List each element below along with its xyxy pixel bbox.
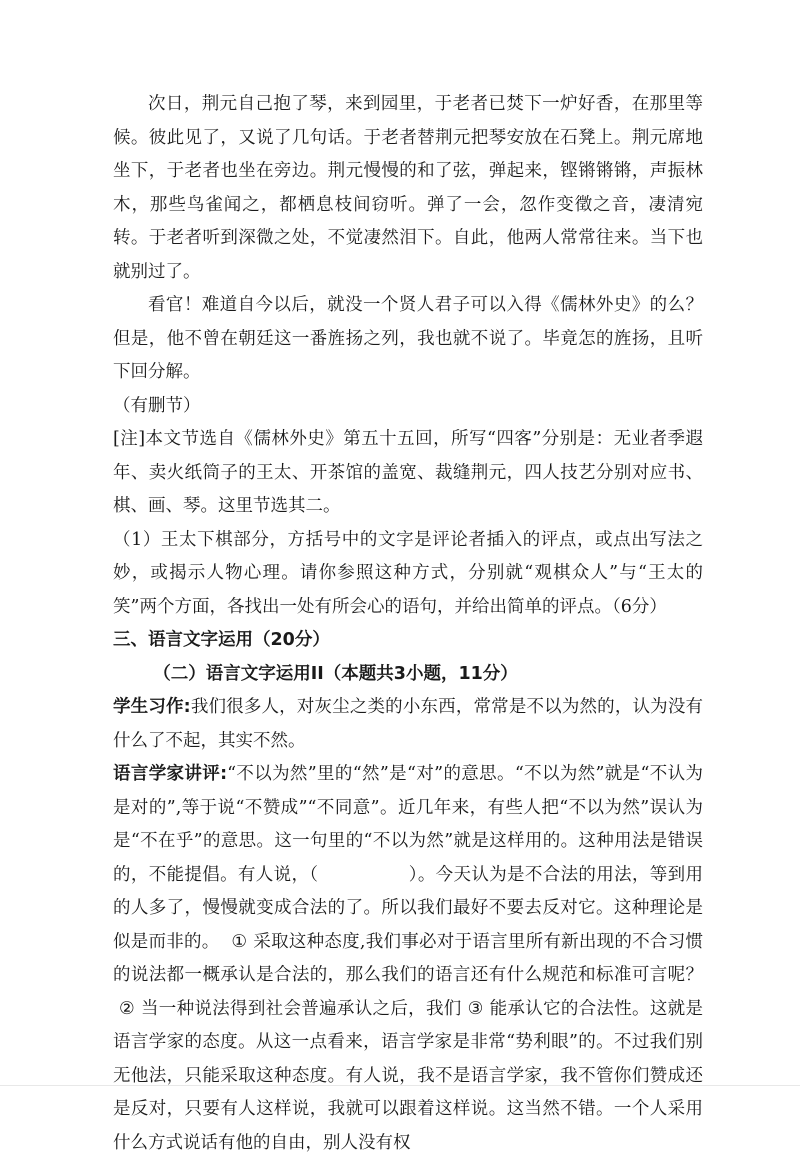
student-essay-label: 学生习作: — [113, 697, 191, 717]
student-essay — [113, 691, 703, 758]
page-bottom-divider — [0, 1085, 800, 1086]
section-3-subheading: （二）语言文字运用II（本题共3小题，11分） — [153, 663, 518, 684]
annotation-note: [注]本文节选自《儒林外史》第五十五回，所写“四客”分别是：无业者季遐年、卖火纸筒子的王太、开茶馆的盖宽、裁缝荆元，四人技艺分别对应书、棋、画、琴。这里节选其二。 — [113, 429, 703, 516]
story-paragraph-2-text: 看官！难道自今以后，就没一个贤人君子可以入得《儒林外史》的么？但是，他不曾在朝廷这一番旌扬之列，我也就不说了。毕竟怎的旌扬，且听下回分解。 — [113, 295, 703, 382]
blank-marker-2: ② — [119, 998, 135, 1019]
section-3-heading: 三、语言文字运用（20分） — [113, 630, 330, 650]
abridged-note: （有删节） — [113, 395, 201, 416]
linguist-text-3: 采取这种态度,我们事必对于语言里所有新出现的不合习惯的说法都一概承认是合法的，那么我们的语言还有什么规范和标准可言呢？ — [113, 931, 703, 985]
story-paragraph-2 — [113, 289, 703, 390]
linguist-text-1: “不以为然”里的“然”是“对”的意思。“不以为然”就是“不认为是对的”,等于说“不赞成”“不同意”。近几年来，有些人把“不以为然”误认为是“不在乎”的意思。这一句里的“不以为然”就是这样用的。这种用法是错误的，不能提倡。有人说，（ — [113, 764, 703, 885]
story-paragraph-1: 次日，荆元自己抱了琴，来到园里，于老者已焚下一炉好香，在那里等候。彼此见了，又说了几句话。于老者替荆元把琴安放在石凳上。荆元席地坐下，于老者也坐在旁边。荆元慢慢的和了弦，弹起来，铿锵锵锵，声振林木，那些鸟雀闻之，都栖息枝间窃听。弹了一会，忽作变徵之音，凄清宛转。于老者听到深微之处，不觉凄然泪下。自此，他两人常常往来。当下也就别过了。 — [113, 94, 703, 282]
question-1: （1）王太下棋部分，方括号中的文字是评论者插入的评点，或点出写法之妙，或揭示人物心理。请你参照这种方式，分别就“观棋众人”与“王太的笑”两个方面，各找出一处有所会心的语句，并给出简单的评点。（6分） — [113, 529, 703, 617]
student-essay-text: 我们很多人，对灰尘之类的小东西，常常是不以为然的，认为没有什么了不起，其实不然。 — [113, 697, 704, 751]
linguist-comment — [113, 758, 703, 1160]
blank-marker-3: ③ — [467, 998, 484, 1019]
document-page — [113, 88, 703, 1160]
linguist-text-2: ）。今天认为是不合法的用法，等到用的人多了，慢慢就变成合法的了。所以我们最好不要去反对它。这种理论是似是而非的。 — [113, 864, 704, 952]
blank-marker-1: ① — [231, 931, 248, 952]
linguist-text-4: 当一种说法得到社会普遍承认之后，我们 — [141, 998, 462, 1019]
linguist-comment-label: 语言学家讲评: — [113, 764, 228, 784]
linguist-text-5: 能承认它的合法性。这就是语言学家的态度。从这一点看来，语言学家是非常“势利眼”的。不过我们别无他法，只能采取这种态度。有人说，我不是语言学家，我不管你们赞成还是反对，只要有人这样说，我就可以跟着这样说。这当然不错。一个人采用什么方式说话有他的自由，别人没有权 — [113, 998, 703, 1153]
